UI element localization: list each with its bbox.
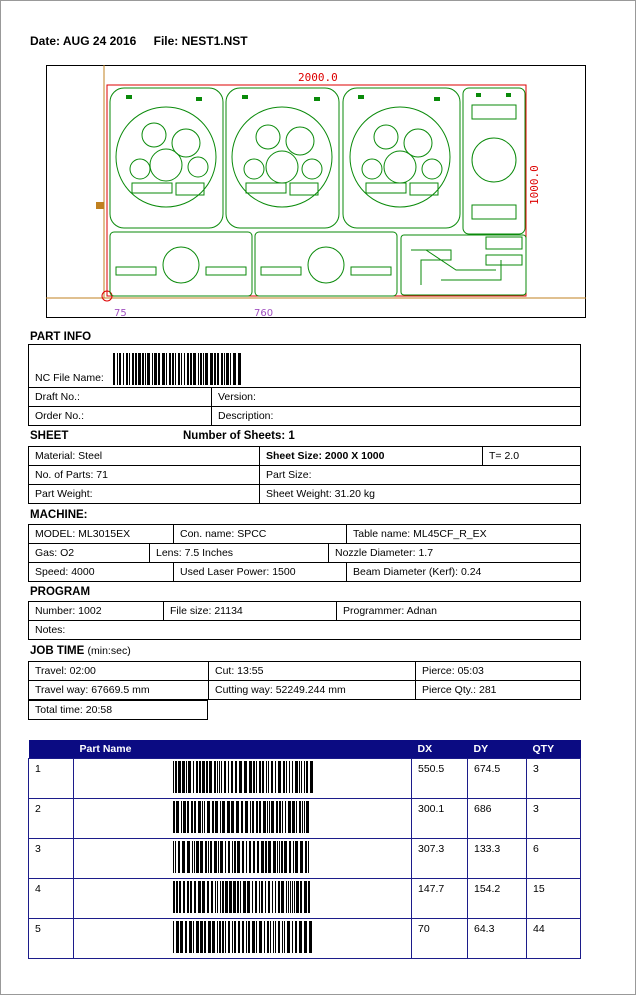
- table-row: [29, 879, 581, 919]
- nc-file-barcode: [113, 353, 243, 385]
- part-info-table: [28, 344, 581, 426]
- row-id: 2: [29, 799, 74, 839]
- row-qty: 6: [527, 839, 581, 879]
- table-name: Table name: ML45CF_R_EX: [347, 525, 581, 544]
- gas: Gas: O2: [29, 544, 150, 563]
- sheet-title: SHEET: [30, 430, 69, 442]
- total-time-table: [28, 700, 208, 720]
- machine-table: [28, 524, 581, 544]
- job-time-title: [30, 645, 131, 657]
- total-time: Total time: 20:58: [29, 701, 208, 720]
- col-blank: [29, 740, 74, 759]
- sheet-count: Number of Sheets: 1: [183, 430, 295, 442]
- parts-table: [28, 740, 581, 959]
- row-dx: 300.1: [412, 799, 468, 839]
- report-file: File: NEST1.NST: [153, 34, 248, 48]
- notes: Notes:: [29, 621, 581, 640]
- job-time-label: JOB TIME: [30, 645, 85, 657]
- sheet-size: Sheet Size: 2000 X 1000: [260, 447, 483, 466]
- version: Version:: [212, 388, 581, 407]
- row-dy: 674.5: [468, 759, 527, 799]
- sheet-table: [28, 446, 581, 504]
- order-no: Order No.:: [29, 407, 212, 426]
- row-qty: 44: [527, 919, 581, 959]
- table-row: [29, 919, 581, 959]
- row-dx: 147.7: [412, 879, 468, 919]
- description: Description:: [212, 407, 581, 426]
- program-table: [28, 601, 581, 640]
- machine-table-3: [28, 562, 581, 582]
- no-of-parts: No. of Parts: 71: [29, 466, 260, 485]
- part-barcode: [173, 761, 313, 793]
- pierce: Pierce: 05:03: [416, 662, 581, 681]
- draft-no: Draft No.:: [29, 388, 212, 407]
- row-dy: 64.3: [468, 919, 527, 959]
- file-size: File size: 21134: [164, 602, 337, 621]
- col-qty: QTY: [527, 740, 581, 759]
- beam-diameter: Beam Diameter (Kerf): 0.24: [347, 563, 581, 582]
- job-time-table: [28, 661, 581, 700]
- row-id: 1: [29, 759, 74, 799]
- nest-height-label: 1000.0: [528, 165, 541, 205]
- row-id: 5: [29, 919, 74, 959]
- row-qty: 3: [527, 799, 581, 839]
- cutting-way: Cutting way: 52249.244 mm: [209, 681, 416, 700]
- part-info-title: PART INFO: [30, 331, 92, 343]
- lens: Lens: 7.5 Inches: [150, 544, 329, 563]
- nc-file-label: NC File Name:: [35, 372, 104, 384]
- cut: Cut: 13:55: [209, 662, 416, 681]
- part-size: Part Size:: [260, 466, 581, 485]
- part-barcode: [173, 801, 313, 833]
- nest-mark-1: 75: [114, 308, 127, 318]
- pierce-qty: Pierce Qty.: 281: [416, 681, 581, 700]
- row-qty: 15: [527, 879, 581, 919]
- row-dy: 686: [468, 799, 527, 839]
- sheet-weight: Sheet Weight: 31.20 kg: [260, 485, 581, 504]
- col-dx: DX: [412, 740, 468, 759]
- job-time-unit: (min:sec): [87, 645, 131, 657]
- row-dx: 550.5: [412, 759, 468, 799]
- report-date: Date: AUG 24 2016: [30, 34, 137, 48]
- program-number: Number: 1002: [29, 602, 164, 621]
- part-barcode: [173, 841, 313, 873]
- nest-mark-2: 760: [254, 308, 274, 318]
- nozzle-diameter: Nozzle Diameter: 1.7: [329, 544, 581, 563]
- table-row: [29, 839, 581, 879]
- table-row: [29, 799, 581, 839]
- row-dx: 307.3: [412, 839, 468, 879]
- col-dy: DY: [468, 740, 527, 759]
- con-name: Con. name: SPCC: [174, 525, 347, 544]
- thickness: T= 2.0: [483, 447, 581, 466]
- machine-title: MACHINE:: [30, 509, 88, 521]
- row-qty: 3: [527, 759, 581, 799]
- nest-width-label: 2000.0: [298, 71, 338, 84]
- laser-power: Used Laser Power: 1500: [174, 563, 347, 582]
- part-barcode: [173, 881, 313, 913]
- report-header: [30, 34, 262, 48]
- program-title: PROGRAM: [30, 586, 91, 598]
- row-id: 4: [29, 879, 74, 919]
- col-part-name: Part Name: [74, 740, 412, 759]
- part-weight: Part Weight:: [29, 485, 260, 504]
- part-barcode: [173, 921, 313, 953]
- material: Material: Steel: [29, 447, 260, 466]
- row-id: 3: [29, 839, 74, 879]
- row-dx: 70: [412, 919, 468, 959]
- row-dy: 154.2: [468, 879, 527, 919]
- travel-way: Travel way: 67669.5 mm: [29, 681, 209, 700]
- travel: Travel: 02:00: [29, 662, 209, 681]
- table-row: [29, 759, 581, 799]
- row-dy: 133.3: [468, 839, 527, 879]
- programmer: Programmer: Adnan: [337, 602, 581, 621]
- model: MODEL: ML3015EX: [29, 525, 174, 544]
- machine-table-2: [28, 543, 581, 563]
- speed: Speed: 4000: [29, 563, 174, 582]
- nest-drawing: [46, 65, 586, 318]
